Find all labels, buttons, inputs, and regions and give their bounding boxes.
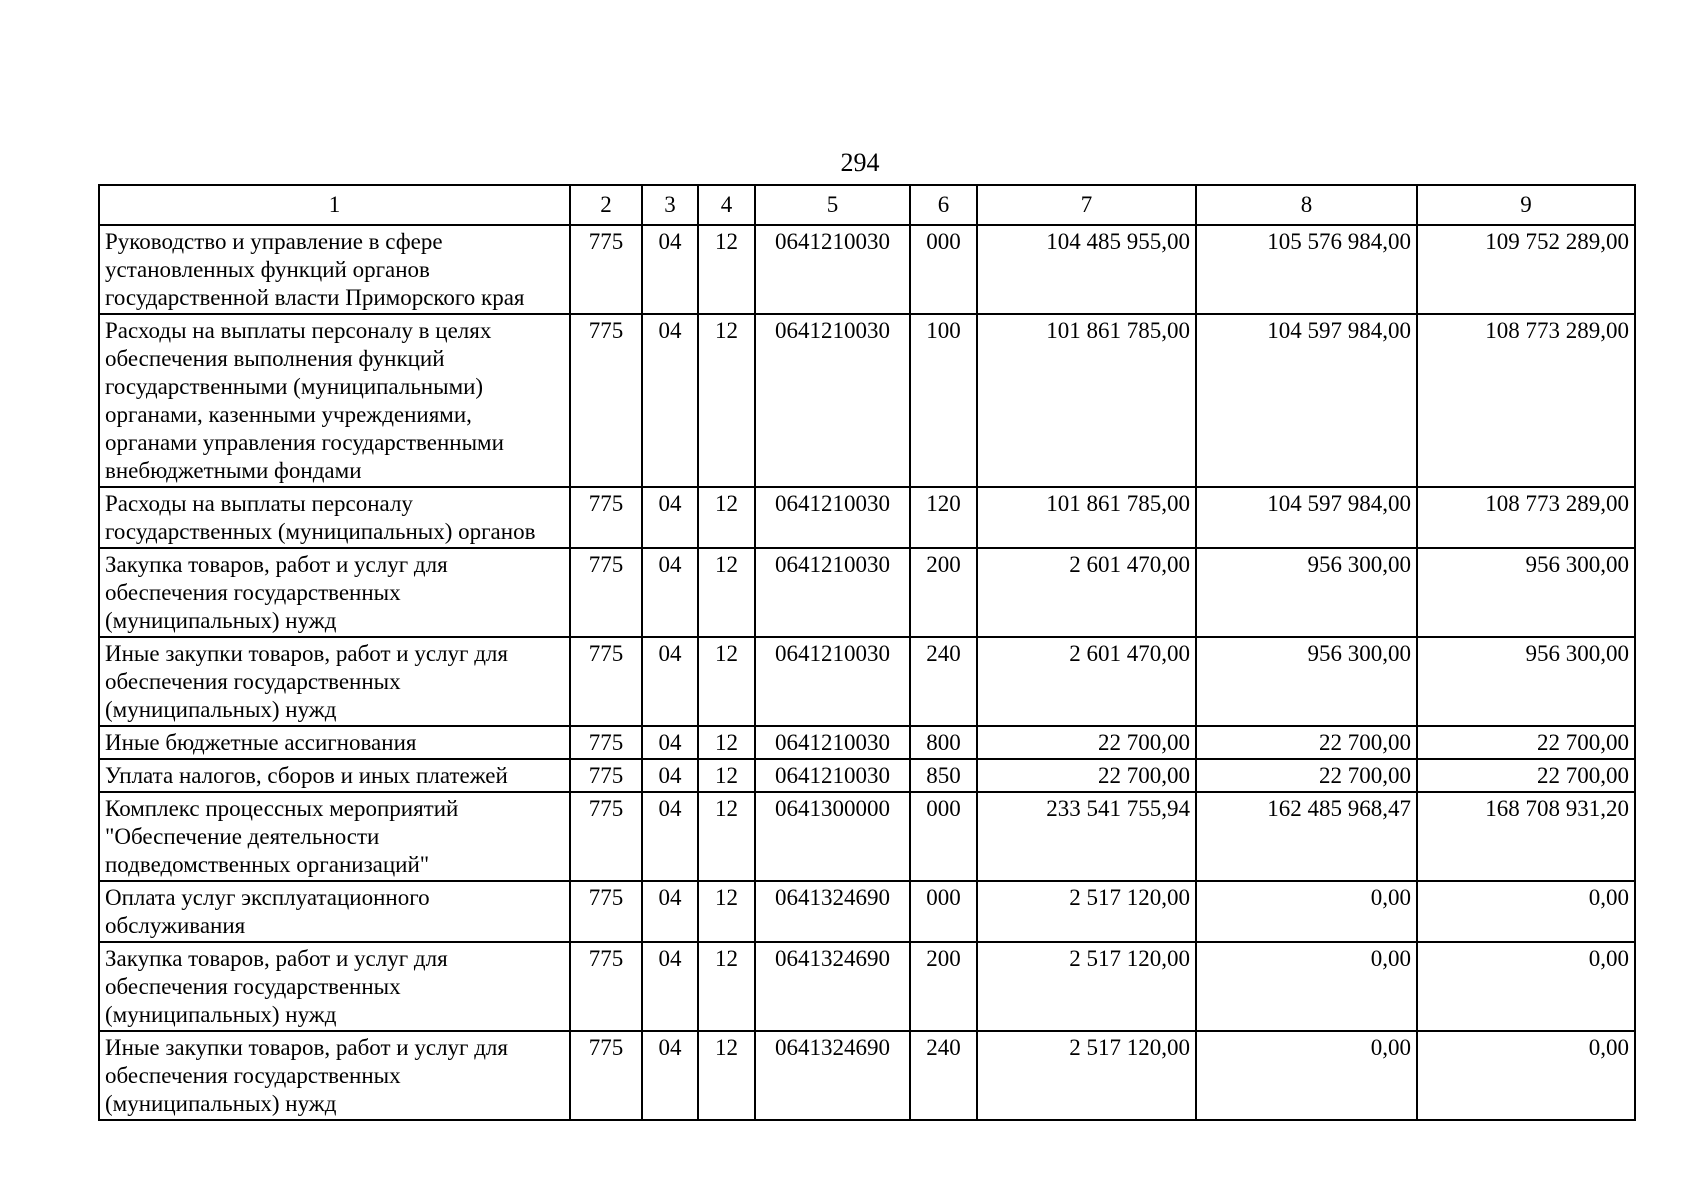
code-col4: 12 (698, 637, 755, 726)
amount-col7: 233 541 755,94 (977, 792, 1196, 881)
code-col4: 12 (698, 726, 755, 759)
row-name: Иные бюджетные ассигнования (99, 726, 570, 759)
amount-col7: 22 700,00 (977, 759, 1196, 792)
row-name: Уплата налогов, сборов и иных платежей (99, 759, 570, 792)
amount-col8: 0,00 (1196, 942, 1417, 1031)
amount-col7: 2 517 120,00 (977, 881, 1196, 942)
amount-col8: 104 597 984,00 (1196, 487, 1417, 548)
code-col3: 04 (642, 548, 698, 637)
amount-col8: 104 597 984,00 (1196, 314, 1417, 487)
row-name: Расходы на выплаты персоналу в целях обеспечения выполнения функций государственными (муниципальными) органами, казенными учреждениями, органами управления государственными внебюджетными фондами (99, 314, 570, 487)
amount-col8: 956 300,00 (1196, 548, 1417, 637)
row-name: Закупка товаров, работ и услуг для обеспечения государственных (муниципальных) нужд (99, 548, 570, 637)
column-header: 7 (977, 185, 1196, 225)
amount-col9: 108 773 289,00 (1417, 487, 1635, 548)
amount-col7: 101 861 785,00 (977, 314, 1196, 487)
column-header: 6 (910, 185, 977, 225)
amount-col9: 109 752 289,00 (1417, 225, 1635, 314)
amount-col8: 105 576 984,00 (1196, 225, 1417, 314)
amount-col8: 22 700,00 (1196, 759, 1417, 792)
budget-table (98, 184, 1636, 1121)
code-col4: 12 (698, 881, 755, 942)
row-name: Иные закупки товаров, работ и услуг для обеспечения государственных (муниципальных) нужд (99, 1031, 570, 1120)
code-col4: 12 (698, 487, 755, 548)
code-col5: 0641210030 (755, 548, 910, 637)
column-header: 9 (1417, 185, 1635, 225)
row-name: Расходы на выплаты персоналу государственных (муниципальных) органов (99, 487, 570, 548)
code-col3: 04 (642, 726, 698, 759)
code-col5: 0641210030 (755, 487, 910, 548)
code-col6: 120 (910, 487, 977, 548)
amount-col7: 22 700,00 (977, 726, 1196, 759)
amount-col9: 22 700,00 (1417, 726, 1635, 759)
code-col3: 04 (642, 881, 698, 942)
code-col2: 775 (570, 225, 642, 314)
code-col5: 0641324690 (755, 881, 910, 942)
code-col5: 0641324690 (755, 942, 910, 1031)
amount-col7: 2 601 470,00 (977, 548, 1196, 637)
code-col6: 000 (910, 792, 977, 881)
column-header: 3 (642, 185, 698, 225)
code-col6: 240 (910, 637, 977, 726)
code-col6: 240 (910, 1031, 977, 1120)
code-col3: 04 (642, 792, 698, 881)
amount-col7: 2 601 470,00 (977, 637, 1196, 726)
code-col3: 04 (642, 314, 698, 487)
code-col2: 775 (570, 637, 642, 726)
code-col4: 12 (698, 792, 755, 881)
code-col4: 12 (698, 759, 755, 792)
code-col6: 000 (910, 225, 977, 314)
amount-col8: 22 700,00 (1196, 726, 1417, 759)
column-header: 8 (1196, 185, 1417, 225)
amount-col7: 2 517 120,00 (977, 942, 1196, 1031)
code-col2: 775 (570, 726, 642, 759)
code-col6: 850 (910, 759, 977, 792)
table-row (99, 1031, 1635, 1120)
code-col4: 12 (698, 225, 755, 314)
column-header: 4 (698, 185, 755, 225)
code-col6: 100 (910, 314, 977, 487)
row-name: Оплата услуг эксплуатационного обслуживания (99, 881, 570, 942)
amount-col8: 0,00 (1196, 881, 1417, 942)
code-col6: 200 (910, 548, 977, 637)
code-col2: 775 (570, 881, 642, 942)
code-col5: 0641324690 (755, 1031, 910, 1120)
code-col4: 12 (698, 1031, 755, 1120)
code-col4: 12 (698, 548, 755, 637)
code-col5: 0641210030 (755, 225, 910, 314)
amount-col9: 22 700,00 (1417, 759, 1635, 792)
code-col6: 200 (910, 942, 977, 1031)
amount-col9: 956 300,00 (1417, 637, 1635, 726)
code-col2: 775 (570, 314, 642, 487)
code-col3: 04 (642, 759, 698, 792)
row-name: Комплекс процессных мероприятий "Обеспечение деятельности подведомственных организаций" (99, 792, 570, 881)
code-col2: 775 (570, 792, 642, 881)
table-row (99, 314, 1635, 487)
column-header: 5 (755, 185, 910, 225)
amount-col9: 108 773 289,00 (1417, 314, 1635, 487)
code-col6: 000 (910, 881, 977, 942)
column-header: 2 (570, 185, 642, 225)
code-col5: 0641210030 (755, 637, 910, 726)
table-row (99, 225, 1635, 314)
header-row (99, 185, 1635, 225)
code-col3: 04 (642, 225, 698, 314)
code-col5: 0641210030 (755, 726, 910, 759)
amount-col7: 104 485 955,00 (977, 225, 1196, 314)
code-col3: 04 (642, 487, 698, 548)
amount-col9: 956 300,00 (1417, 548, 1635, 637)
code-col5: 0641210030 (755, 314, 910, 487)
code-col5: 0641210030 (755, 759, 910, 792)
code-col2: 775 (570, 759, 642, 792)
amount-col9: 0,00 (1417, 1031, 1635, 1120)
table-row (99, 792, 1635, 881)
code-col2: 775 (570, 548, 642, 637)
code-col5: 0641300000 (755, 792, 910, 881)
code-col2: 775 (570, 487, 642, 548)
code-col2: 775 (570, 942, 642, 1031)
amount-col8: 956 300,00 (1196, 637, 1417, 726)
page-number: 294 (840, 148, 880, 177)
amount-col9: 168 708 931,20 (1417, 792, 1635, 881)
row-name: Иные закупки товаров, работ и услуг для обеспечения государственных (муниципальных) нужд (99, 637, 570, 726)
table-row (99, 487, 1635, 548)
table-row (99, 637, 1635, 726)
row-name: Закупка товаров, работ и услуг для обеспечения государственных (муниципальных) нужд (99, 942, 570, 1031)
table-row (99, 759, 1635, 792)
table-row (99, 881, 1635, 942)
code-col3: 04 (642, 1031, 698, 1120)
amount-col8: 0,00 (1196, 1031, 1417, 1120)
table-row (99, 548, 1635, 637)
column-header: 1 (99, 185, 570, 225)
amount-col7: 2 517 120,00 (977, 1031, 1196, 1120)
table-row (99, 726, 1635, 759)
code-col4: 12 (698, 314, 755, 487)
table-row (99, 942, 1635, 1031)
code-col6: 800 (910, 726, 977, 759)
code-col3: 04 (642, 637, 698, 726)
code-col2: 775 (570, 1031, 642, 1120)
amount-col9: 0,00 (1417, 942, 1635, 1031)
amount-col9: 0,00 (1417, 881, 1635, 942)
code-col3: 04 (642, 942, 698, 1031)
amount-col7: 101 861 785,00 (977, 487, 1196, 548)
code-col4: 12 (698, 942, 755, 1031)
row-name: Руководство и управление в сфере установленных функций органов государственной власти Приморского края (99, 225, 570, 314)
amount-col8: 162 485 968,47 (1196, 792, 1417, 881)
